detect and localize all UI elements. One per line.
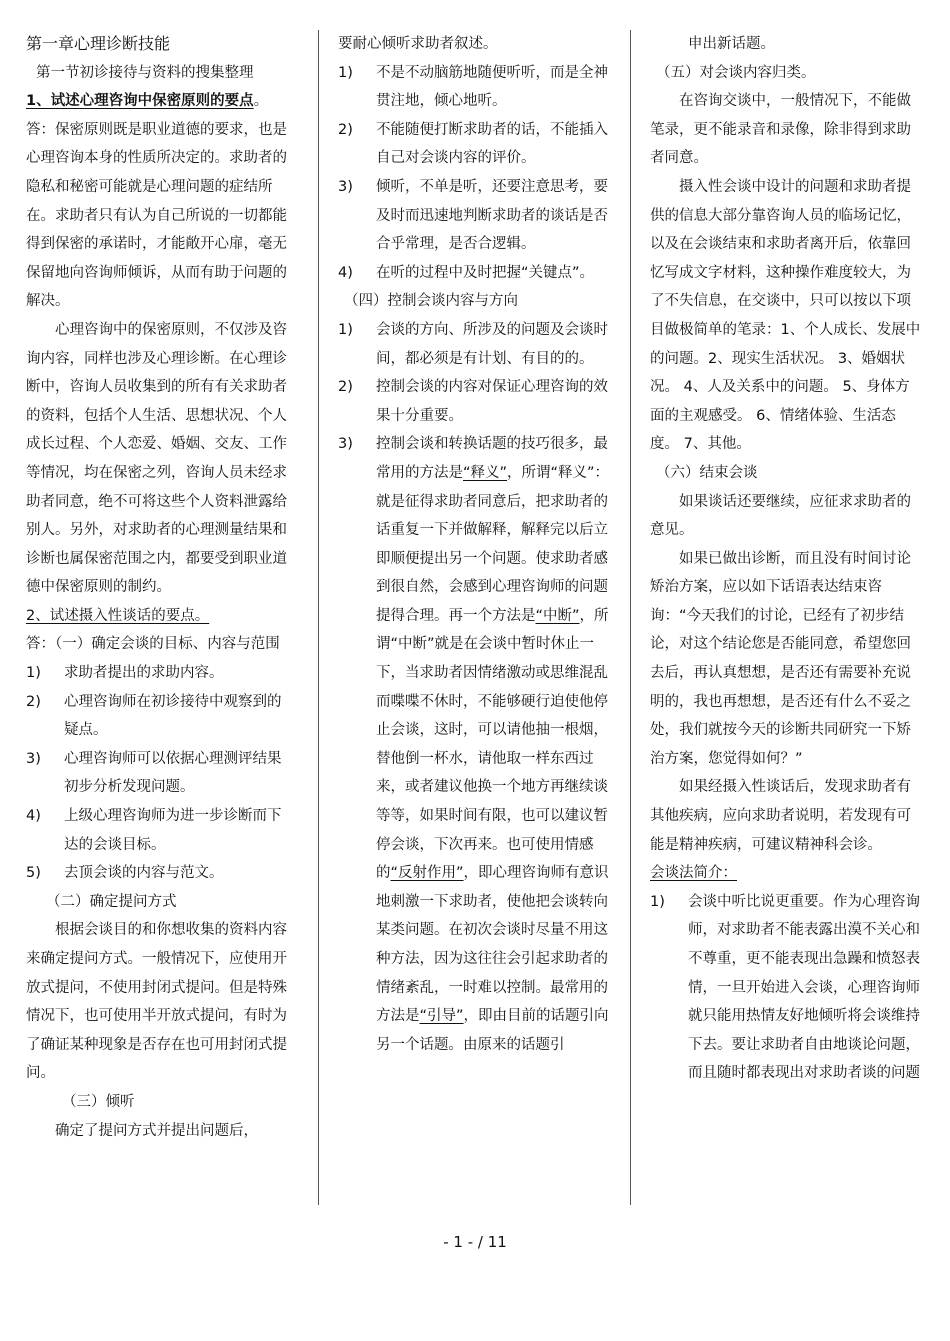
control-list	[338, 316, 613, 430]
subheading-3: （三）倾听	[62, 1093, 135, 1110]
left-column	[26, 30, 288, 1145]
control-list-item-text: 控制会谈的内容对保证心理咨询的效果十分重要。	[376, 379, 608, 424]
goal-list-item	[26, 688, 288, 745]
goal-list-item-text: 心理咨询师在初诊接待中观察到的疑点。	[64, 693, 282, 739]
answer-2-list	[26, 659, 288, 888]
control-list-item-number: 1)	[338, 321, 353, 338]
column-divider-2	[630, 30, 631, 1205]
subheading-6-paragraph-1: 如果谈话还要继续，应征求求助者的意见。	[650, 493, 911, 539]
listening-list-item-number: 3)	[338, 178, 353, 195]
subheading-3-paragraph: 确定了提问方式并提出问题后，	[55, 1122, 258, 1139]
goal-list-item-number: 5)	[26, 865, 41, 882]
right-column	[650, 30, 922, 1088]
answer-2-intro: 答：（一）确定会谈的目标、内容与范围	[26, 636, 280, 653]
control-item-3-text-4: ，即心理咨询师有意识地刺激一下求助者，使他把会谈转向某类问题。在初次会谈时尽量不用这种方法，因为这往往会引起求助者的情绪紊乱，一时难以控制。最常用的方法是	[376, 865, 609, 1025]
subheading-5: （五）对会谈内容归类。	[656, 64, 816, 81]
listening-list-item-text: 倾听，不单是听，还要注意思考，要及时而迅速地判断求助者的谈话是否合乎常理，是否合逻辑。	[376, 178, 608, 253]
section-title: 第一节初诊接待与资料的搜集整理	[36, 64, 254, 81]
control-list-item	[338, 373, 613, 430]
question-1	[26, 87, 288, 116]
subheading-5-paragraph-1: 在咨询交谈中，一般情况下，不能做笔录，更不能录音和录像，除非得到求助者同意。	[650, 93, 911, 167]
subheading-5-paragraph-2: 摄入性会谈中设计的问题和求助者提供的信息大部分靠咨询人员的临场记忆，以及在会谈结束和求助者离开后，依靠回忆写成文字材料，这种操作难度较大，为了不失信息，在交谈中，只可以按以下项目做极简单的笔录：1、个人成长、发展中的问题。2、现实生活状况。 3、婚姻状况。 4、人及关系中的问题。 5、身体方面的主观感受。 6、情绪体验、生活态度。 7、其他。	[650, 178, 921, 453]
listening-list-item-number: 1)	[338, 64, 353, 81]
interview-method-item-1	[650, 888, 922, 1088]
question-2	[26, 602, 288, 631]
subheading-4: （四）控制会谈内容与方向	[344, 293, 518, 310]
interview-method-item-1-text: 会谈中听比说更重要。作为心理咨询师，对求助者不能表露出漠不关心和不尊重，更不能表现出急躁和愤怒表情，一旦开始进入会谈，心理咨询师就只能用热情友好地倾听将会谈维持下去。要让求助者自由地谈论问题，而且随时都表现出对求助者谈的问题	[688, 893, 920, 1082]
control-item-3-text-1: 控制会谈和转换话题的技巧很多，最常用的方法是	[376, 436, 608, 481]
middle-column	[338, 30, 613, 1059]
goal-list-item	[26, 659, 288, 688]
keyword-reflection: “反射作用”	[390, 865, 464, 882]
subheading-6: （六）结束会谈	[656, 464, 758, 481]
keyword-interrupt: “中断”	[535, 607, 580, 624]
listening-list-item-number: 4)	[338, 264, 353, 281]
listening-list-item	[338, 259, 613, 288]
interview-method-heading	[650, 859, 922, 888]
goal-list-item	[26, 859, 288, 888]
goal-list-item	[26, 802, 288, 859]
answer-1-paragraph-1: 答：保密原则既是职业道德的要求，也是心理咨询本身的性质所决定的。求助者的隐私和秘密可能就是心理问题的症结所在。求助者只有认为自己所说的一切都能得到保密的承诺时，才能敞开心扉，毫无保留地向咨询师倾诉，从而有助于问题的解决。	[26, 121, 287, 310]
question-2-text: 2、试述摄入性谈话的要点。	[26, 607, 210, 624]
listening-list-item	[338, 116, 613, 173]
subheading-2: （二）确定提问方式	[46, 893, 177, 910]
goal-list-item-number: 1)	[26, 665, 41, 682]
control-list-item	[338, 316, 613, 373]
goal-list-item-text: 上级心理咨询师为进一步诊断而下达的会谈目标。	[64, 808, 282, 853]
interview-method-heading-text: 会谈法简介：	[650, 865, 737, 882]
goal-list-item-text: 求助者提出的求助内容。	[64, 665, 224, 682]
listening-list-item-number: 2)	[338, 121, 353, 138]
control-item-3	[338, 430, 613, 1059]
question-1-tail: 。	[253, 93, 269, 110]
goal-list-item-number: 4)	[26, 808, 41, 825]
control-list-item-number: 2)	[338, 379, 353, 396]
continued-text-right: 申出新话题。	[688, 36, 775, 52]
subheading-6-paragraph-2: 如果已做出诊断，而且没有时间讨论矫治方案，应以如下话语表达结束咨询：“今天我们的讨论，已经有了初步结论，对这个结论您是否能同意，希望您回去后，再认真想想，是否还有需要补充说明的，我也再想想，是否还有什么不妥之处，我们就按今天的诊断共同研究一下矫治方案，您觉得如何？”	[650, 550, 911, 767]
control-list-item-text: 会谈的方向、所涉及的问题及会谈时间，都必须是有计划、有目的的。	[376, 321, 608, 367]
interview-method-item-1-number: 1)	[650, 893, 665, 910]
goal-list-item-number: 3)	[26, 750, 41, 767]
goal-list-item-text: 心理咨询师可以依据心理测评结果初步分析发现问题。	[64, 750, 282, 796]
control-item-3-number: 3)	[338, 436, 353, 453]
answer-1-paragraph-2: 心理咨询中的保密原则，不仅涉及咨询内容，同样也涉及心理诊断。在心理诊断中，咨询人员收集到的所有有关求助者的资料，包括个人生活、思想状况、个人成长过程、个人恋爱、婚姻、交友、工作等情况，均在保密之列，咨询人员未经求助者同意，绝不可将这些个人资料泄露给别人。另外，对求助者的心理测量结果和诊断也属保密范围之内，都要受到职业道德中保密原则的制约。	[26, 321, 287, 596]
listening-list-item	[338, 59, 613, 116]
goal-list-item-text: 去顶会谈的内容与范文。	[64, 865, 224, 882]
question-1-text: 1、试述心理咨询中保密原则的要点	[26, 93, 254, 110]
listening-list-item-text: 不是不动脑筋地随便听听，而是全神贯注地，倾心地听。	[376, 64, 608, 110]
listening-list-item-text: 在听的过程中及时把握“关键点”。	[376, 264, 595, 281]
control-item-3-text-2: ，所谓“释义”：就是征得求助者同意后，把求助者的话重复一下并做解释，解释完以后立即顺便提出另一个问题。使求助者感到很自然，会感到心理咨询师的问题提得合理。再一个方法是	[376, 464, 610, 624]
goal-list-item	[26, 745, 288, 802]
listening-list-item	[338, 173, 613, 259]
keyword-paraphrase: “释义”	[463, 464, 508, 481]
column-divider-1	[318, 30, 319, 1205]
goal-list-item-number: 2)	[26, 693, 41, 710]
page-footer: - 1 - / 11	[443, 1233, 507, 1251]
chapter-title: 第一章心理诊断技能	[26, 34, 171, 53]
control-item-3-text-5: ，即由目前的话题引向另一个话题。由原来的话题引	[376, 1008, 609, 1053]
listening-list	[338, 59, 613, 288]
subheading-6-paragraph-3: 如果经摄入性谈话后，发现求助者有其他疾病，应向求助者说明，若发现有可能是精神疾病，可建议精神科会诊。	[650, 779, 911, 853]
continued-text: 要耐心倾听求助者叙述。	[338, 36, 498, 52]
subheading-2-paragraph: 根据会谈目的和你想收集的资料内容来确定提问方式。一般情况下，应使用开放式提问，不使用封闭式提问。但是特殊情况下，也可使用半开放式提问，有时为了确证某种现象是否存在也可用封闭式提问。	[26, 922, 287, 1082]
control-item-3-text-3: ，所谓“中断”就是在会谈中暂时休止一下，当求助者因情绪激动或思维混乱而喋喋不休时，不能够硬行迫使他停止会谈，这时，可以请他抽一根烟，替他倒一杯水，请他取一样东西过来，或者建议他换一个地方再继续谈等等，如果时间有限，也可以建议暂停会谈，下次再来。也可使用情感的	[376, 607, 609, 882]
keyword-guide: “引导”	[419, 1008, 464, 1025]
listening-list-item-text: 不能随便打断求助者的话，不能插入自己对会谈内容的评价。	[376, 121, 608, 167]
